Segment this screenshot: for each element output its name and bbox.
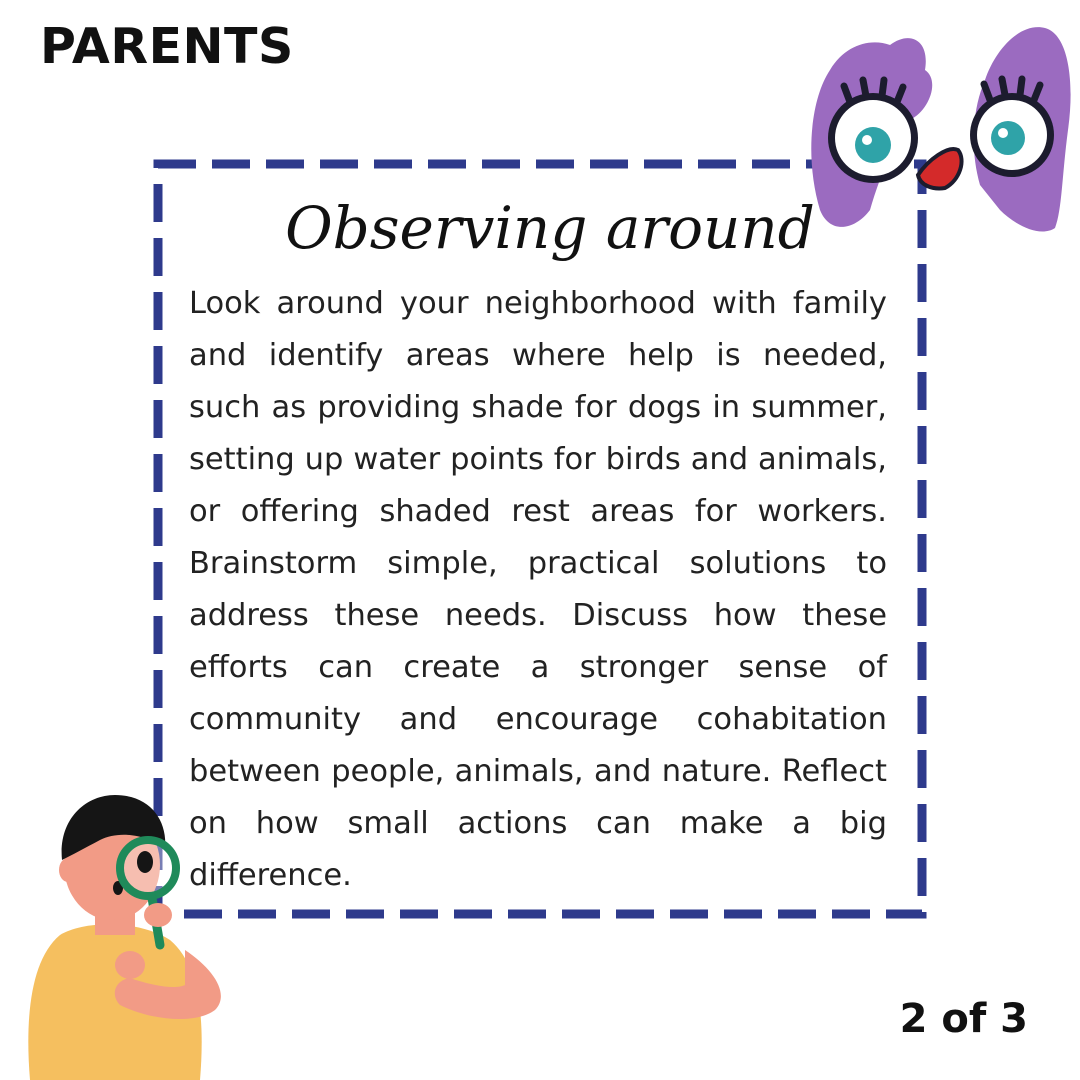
peeking-eyes-hands-icon bbox=[800, 10, 1080, 240]
card-body: Look around your neighborhood with family and identify areas where help is needed, such as providing shade for dogs in summer, setting up water points for birds and animals, or offering shaded rest areas for workers. Brainstorm simple, practical solutions to address these needs. Discuss how these efforts can create a stronger sense of community and encourage cohabitation between people, animals, and nature. Reflect on how small actions can make a big difference. bbox=[189, 286, 887, 893]
magnified-eye bbox=[137, 851, 153, 873]
audience-label: PARENTS bbox=[40, 18, 294, 75]
card-title-text: Observing around bbox=[285, 194, 815, 262]
kid-hand-upper bbox=[144, 903, 172, 927]
page-indicator: 2 of 3 bbox=[899, 996, 1028, 1042]
left-eye-glint bbox=[862, 135, 872, 145]
left-iris bbox=[855, 127, 891, 163]
mouth bbox=[918, 149, 962, 188]
right-eye-glint bbox=[998, 128, 1008, 138]
child-with-magnifying-glass-icon bbox=[0, 780, 260, 1080]
ear bbox=[59, 858, 77, 882]
kid-hand-lower bbox=[115, 951, 145, 979]
right-iris bbox=[991, 121, 1025, 155]
